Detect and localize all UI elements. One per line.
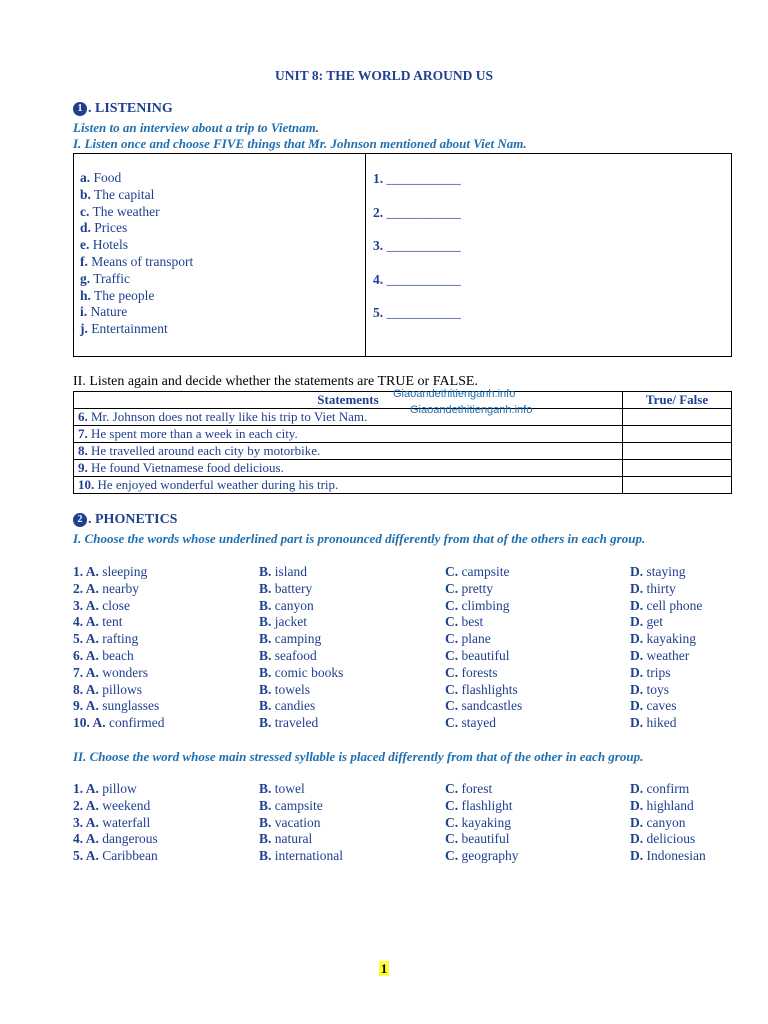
- blank-line: ___________: [383, 204, 461, 220]
- choice-label: D.: [630, 580, 644, 596]
- choice-label: 7. A.: [73, 664, 99, 680]
- choice-label: 3. A.: [73, 814, 99, 830]
- choice-label: D.: [630, 715, 644, 731]
- answer-choice: [73, 682, 142, 698]
- answer-cell: [623, 460, 732, 477]
- statement-text: He travelled around each city by motorbike.: [87, 443, 321, 458]
- answer-choice: [630, 831, 695, 847]
- blank-number: 1.: [373, 171, 384, 186]
- choice-word: toys: [646, 681, 670, 697]
- option-item: [80, 321, 193, 338]
- answer-choice: [259, 715, 318, 731]
- choice-word: nearby: [102, 580, 139, 596]
- choice-label: B.: [259, 781, 272, 796]
- choice-word: jacket: [274, 614, 307, 630]
- choice-word: get: [646, 614, 663, 630]
- answer-choice: [445, 815, 511, 831]
- statement-text: He spent more than a week in each city.: [87, 426, 298, 441]
- answer-choice: [445, 682, 518, 698]
- answer-choice: [630, 698, 676, 714]
- page-title: UNIT 8: THE WORLD AROUND US: [275, 68, 493, 83]
- answer-choice: [630, 815, 685, 831]
- option-item: [80, 254, 193, 271]
- statements-header: Statements: [74, 392, 623, 409]
- choice-label: 5. A.: [73, 631, 99, 647]
- statement-cell: [74, 443, 623, 460]
- choice-word: confirmed: [109, 715, 165, 731]
- question-row: [73, 614, 733, 631]
- choice-word: hiked: [646, 715, 677, 731]
- choice-label: 1. A.: [73, 781, 99, 796]
- answer-choice: [630, 665, 671, 681]
- answer-cell: [623, 477, 732, 494]
- answer-choice: [630, 581, 676, 597]
- blank-number: 2.: [373, 204, 384, 220]
- answer-choice: [73, 831, 158, 847]
- choice-label: 8. A.: [73, 681, 99, 697]
- choice-label: B.: [259, 848, 272, 864]
- option-letter: j.: [80, 321, 88, 337]
- option-list: [80, 170, 193, 338]
- table-row: [74, 409, 732, 426]
- statement-number: 8.: [78, 443, 88, 458]
- answer-choice: [73, 614, 123, 630]
- section-phonetics-heading: 2 . PHONETICS: [73, 512, 177, 528]
- answer-choice: [630, 715, 677, 731]
- choice-label: C.: [445, 831, 459, 847]
- choice-label: D.: [630, 681, 644, 697]
- answer-blank: [373, 238, 461, 272]
- table-row: [74, 443, 732, 460]
- choice-label: B.: [259, 664, 272, 680]
- table-row: [74, 426, 732, 443]
- answer-choice: [445, 781, 492, 797]
- choice-word: plane: [461, 631, 491, 647]
- phonetics-part2-instruction: II. Choose the word whose main stressed syllable is placed differently from that of the other in each group.: [73, 749, 644, 764]
- listening-options-box: [73, 153, 732, 357]
- choice-word: delicious: [646, 831, 696, 847]
- choice-word: waterfall: [102, 814, 151, 830]
- choice-word: traveled: [274, 715, 319, 731]
- option-letter: a.: [80, 170, 91, 185]
- choice-word: towel: [274, 781, 305, 796]
- choice-word: dangerous: [102, 831, 158, 847]
- answer-choice: [445, 665, 498, 681]
- option-item: [80, 237, 193, 254]
- choice-label: B.: [259, 564, 272, 579]
- choice-label: 4. A.: [73, 614, 99, 630]
- choice-label: D.: [630, 631, 644, 647]
- option-letter: c.: [80, 203, 90, 219]
- choice-label: C.: [445, 715, 459, 731]
- option-item: [80, 170, 193, 187]
- choice-label: C.: [445, 781, 459, 796]
- choice-word: kayaking: [461, 814, 511, 830]
- question-row: [73, 715, 733, 732]
- choice-label: C.: [445, 564, 459, 579]
- answer-choice: [259, 581, 312, 597]
- choice-word: natural: [274, 831, 313, 847]
- answer-blank: [373, 171, 461, 205]
- answer-choice: [73, 798, 150, 814]
- section-number-badge: 1: [73, 102, 87, 116]
- answer-choice: [445, 798, 513, 814]
- answer-choice: [73, 665, 148, 681]
- answer-choice: [259, 631, 321, 647]
- answer-choice: [73, 564, 147, 580]
- answer-choice: [445, 598, 510, 614]
- statement-number: 6.: [78, 409, 88, 424]
- statement-text: He enjoyed wonderful weather during his trip.: [94, 477, 339, 492]
- statement-cell: [74, 409, 623, 426]
- choice-word: climbing: [461, 597, 510, 613]
- choice-label: C.: [445, 648, 459, 663]
- choice-label: B.: [259, 831, 272, 847]
- option-text: Traffic: [90, 270, 131, 286]
- blank-line: ___________: [383, 238, 461, 253]
- choice-label: D.: [630, 564, 644, 579]
- section-number-badge: 2: [73, 513, 87, 527]
- choice-word: beautiful: [461, 648, 510, 663]
- option-item: [80, 204, 193, 221]
- choice-label: C.: [445, 681, 459, 697]
- question-row: [73, 781, 733, 798]
- choice-label: C.: [445, 614, 459, 630]
- choice-word: sunglasses: [102, 698, 160, 714]
- answer-blank: [373, 205, 461, 239]
- option-text: Hotels: [89, 237, 128, 253]
- watermark-text: Giaoandethitienganh.info: [393, 388, 516, 400]
- question-row: [73, 648, 733, 665]
- choice-word: stayed: [461, 715, 496, 731]
- choice-word: canyon: [646, 814, 686, 830]
- statement-text: He found Vietnamese food delicious.: [87, 460, 284, 475]
- answer-blanks: [373, 171, 461, 339]
- answer-blank: [373, 272, 461, 306]
- choice-label: B.: [259, 715, 272, 731]
- choice-label: D.: [630, 614, 644, 630]
- question-row: [73, 581, 733, 598]
- question-row: [73, 598, 733, 615]
- choice-word: sleeping: [102, 564, 148, 579]
- choice-word: candies: [274, 698, 316, 714]
- answer-choice: [73, 715, 165, 731]
- answer-choice: [630, 631, 696, 647]
- option-text: Prices: [90, 220, 128, 236]
- true-false-table: [73, 391, 732, 494]
- option-text: Entertainment: [87, 321, 168, 337]
- answer-choice: [259, 598, 314, 614]
- option-text: Means of transport: [87, 253, 194, 269]
- answer-blank: [373, 305, 461, 339]
- listening-part2-instruction: II. Listen again and decide whether the statements are TRUE or FALSE.: [73, 374, 478, 389]
- choice-label: 4. A.: [73, 831, 99, 847]
- choice-word: weather: [646, 648, 690, 663]
- choice-label: 3. A.: [73, 597, 99, 613]
- blank-line: ___________: [383, 171, 461, 186]
- answer-choice: [73, 648, 134, 664]
- option-text: The people: [90, 287, 155, 303]
- answer-choice: [259, 648, 317, 664]
- answer-choice: [630, 598, 702, 614]
- choice-word: pillows: [102, 681, 143, 697]
- choice-word: battery: [274, 580, 313, 596]
- answer-cell: [623, 426, 732, 443]
- answer-choice: [73, 848, 158, 864]
- option-item: [80, 271, 193, 288]
- answer-choice: [445, 614, 483, 630]
- choice-label: B.: [259, 814, 272, 830]
- choice-word: comic books: [274, 664, 344, 680]
- option-text: Nature: [87, 304, 128, 320]
- answer-choice: [259, 564, 307, 580]
- choice-label: 5. A.: [73, 848, 99, 864]
- answer-choice: [445, 631, 491, 647]
- answer-cell: [623, 409, 732, 426]
- choice-word: flashlight: [461, 797, 513, 813]
- choice-label: C.: [445, 797, 459, 813]
- answer-choice: [445, 564, 509, 580]
- choice-word: close: [102, 597, 131, 613]
- statement-cell: [74, 460, 623, 477]
- statement-number: 9.: [78, 460, 88, 475]
- option-item: [80, 187, 193, 204]
- answer-choice: [73, 815, 150, 831]
- answer-choice: [630, 614, 663, 630]
- option-letter: g.: [80, 270, 91, 286]
- choice-label: B.: [259, 698, 272, 714]
- answer-choice: [445, 698, 522, 714]
- choice-label: B.: [259, 797, 272, 813]
- choice-word: international: [274, 848, 343, 864]
- question-row: [73, 831, 733, 848]
- phonetics-part1-instruction: I. Choose the words whose underlined part is pronounced differently from that of the others in each group.: [73, 531, 646, 546]
- option-letter: f.: [80, 253, 88, 269]
- option-text: The weather: [89, 203, 160, 219]
- answer-choice: [73, 598, 130, 614]
- choice-word: beautiful: [461, 831, 510, 847]
- blank-number: 4.: [373, 271, 384, 287]
- choice-label: 10. A.: [73, 715, 106, 731]
- answer-choice: [73, 781, 137, 797]
- choice-label: C.: [445, 664, 459, 680]
- choice-label: 9. A.: [73, 698, 99, 714]
- choice-word: seafood: [274, 648, 317, 663]
- choice-word: pillow: [102, 781, 137, 796]
- answer-choice: [259, 614, 307, 630]
- choice-label: 2. A.: [73, 580, 99, 596]
- question-row: [73, 665, 733, 682]
- choice-word: sandcastles: [461, 698, 523, 714]
- answer-choice: [445, 831, 509, 847]
- blank-number: 3.: [373, 238, 384, 253]
- choice-label: C.: [445, 698, 459, 714]
- box-divider: [365, 154, 366, 356]
- choice-word: highland: [646, 797, 694, 813]
- choice-word: towels: [274, 681, 311, 697]
- answer-choice: [259, 781, 305, 797]
- choice-word: geography: [461, 848, 519, 864]
- answer-choice: [630, 648, 689, 664]
- answer-choice: [630, 781, 689, 797]
- choice-label: D.: [630, 698, 644, 714]
- question-row: [73, 798, 733, 815]
- choice-label: B.: [259, 614, 272, 630]
- option-item: [80, 220, 193, 237]
- choice-word: Caribbean: [102, 848, 158, 864]
- answer-choice: [630, 798, 694, 814]
- choice-word: staying: [646, 564, 686, 579]
- choice-word: campsite: [461, 564, 510, 579]
- answer-choice: [445, 715, 496, 731]
- question-row: [73, 631, 733, 648]
- choice-label: D.: [630, 597, 644, 613]
- choice-word: island: [274, 564, 308, 579]
- option-letter: i.: [80, 304, 88, 320]
- choice-word: forests: [461, 664, 498, 680]
- option-text: Food: [90, 170, 122, 185]
- choice-word: wonders: [102, 664, 149, 680]
- section-listening-heading: 1 . LISTENING: [73, 101, 173, 117]
- choice-word: cell phone: [646, 597, 703, 613]
- answer-choice: [259, 848, 343, 864]
- blank-line: ___________: [383, 305, 461, 320]
- answer-choice: [445, 848, 518, 864]
- table-row: [74, 477, 732, 494]
- choice-word: trips: [646, 664, 671, 680]
- answer-choice: [630, 564, 686, 580]
- choice-label: B.: [259, 681, 272, 697]
- question-row: [73, 698, 733, 715]
- choice-word: kayaking: [646, 631, 696, 647]
- answer-choice: [73, 631, 138, 647]
- table-row: [74, 460, 732, 477]
- page-number: 1: [380, 961, 388, 976]
- answer-choice: [630, 848, 706, 864]
- choice-word: Indonesian: [646, 848, 706, 864]
- choice-word: confirm: [646, 781, 690, 796]
- choice-label: D.: [630, 664, 644, 680]
- choice-word: best: [461, 614, 484, 630]
- listening-part1-instruction: I. Listen once and choose FIVE things that Mr. Johnson mentioned about Viet Nam.: [73, 136, 527, 151]
- choice-label: D.: [630, 848, 644, 864]
- choice-word: thirty: [646, 580, 676, 596]
- answer-choice: [259, 682, 310, 698]
- question-row: [73, 815, 733, 832]
- answer-cell: [623, 443, 732, 460]
- statement-cell: [74, 477, 623, 494]
- choice-word: caves: [646, 698, 677, 714]
- blank-number: 5.: [373, 305, 384, 320]
- choice-word: flashlights: [461, 681, 518, 697]
- choice-word: campsite: [274, 797, 323, 813]
- watermark-text: Giaoandethitienganh.info: [410, 404, 533, 416]
- choice-label: D.: [630, 797, 644, 813]
- choice-label: B.: [259, 648, 272, 663]
- choice-word: rafting: [102, 631, 139, 647]
- choice-label: B.: [259, 580, 272, 596]
- choice-label: D.: [630, 831, 644, 847]
- choice-label: 2. A.: [73, 797, 99, 813]
- answer-choice: [630, 682, 669, 698]
- choice-label: B.: [259, 597, 272, 613]
- choice-label: D.: [630, 781, 644, 796]
- answer-choice: [259, 698, 315, 714]
- choice-word: forest: [461, 781, 493, 796]
- answer-choice: [259, 815, 321, 831]
- choice-word: pretty: [461, 580, 493, 596]
- option-item: [80, 304, 193, 321]
- blank-line: ___________: [383, 271, 461, 287]
- choice-label: C.: [445, 580, 459, 596]
- true-false-header: True/ False: [623, 392, 732, 409]
- listening-intro: Listen to an interview about a trip to Vietnam.: [73, 120, 319, 135]
- option-item: [80, 288, 193, 305]
- choice-word: vacation: [274, 814, 321, 830]
- choice-label: C.: [445, 814, 459, 830]
- choice-label: B.: [259, 631, 272, 647]
- answer-choice: [73, 581, 139, 597]
- choice-label: D.: [630, 814, 644, 830]
- option-letter: d.: [80, 220, 91, 236]
- answer-choice: [259, 831, 312, 847]
- choice-word: weekend: [102, 797, 151, 813]
- answer-choice: [445, 581, 493, 597]
- choice-label: C.: [445, 848, 459, 864]
- option-letter: b.: [80, 186, 91, 202]
- choice-word: camping: [274, 631, 322, 647]
- choice-word: canyon: [274, 597, 314, 613]
- question-row: [73, 682, 733, 699]
- option-letter: h.: [80, 287, 91, 303]
- choice-label: 6. A.: [73, 648, 99, 663]
- statement-number: 10.: [78, 477, 95, 492]
- answer-choice: [259, 665, 343, 681]
- option-letter: e.: [80, 237, 90, 253]
- option-text: The capital: [90, 186, 155, 202]
- statement-cell: [74, 426, 623, 443]
- answer-choice: [73, 698, 159, 714]
- statement-number: 7.: [78, 426, 88, 441]
- statement-text: Mr. Johnson does not really like his trip to Viet Nam.: [87, 409, 368, 424]
- answer-choice: [445, 648, 509, 664]
- choice-label: C.: [445, 597, 459, 613]
- choice-label: D.: [630, 648, 644, 663]
- question-row: [73, 848, 733, 865]
- choice-word: tent: [102, 614, 123, 630]
- choice-label: 1. A.: [73, 564, 99, 579]
- answer-choice: [259, 798, 323, 814]
- question-row: [73, 564, 733, 581]
- choice-label: C.: [445, 631, 459, 647]
- choice-word: beach: [102, 648, 134, 663]
